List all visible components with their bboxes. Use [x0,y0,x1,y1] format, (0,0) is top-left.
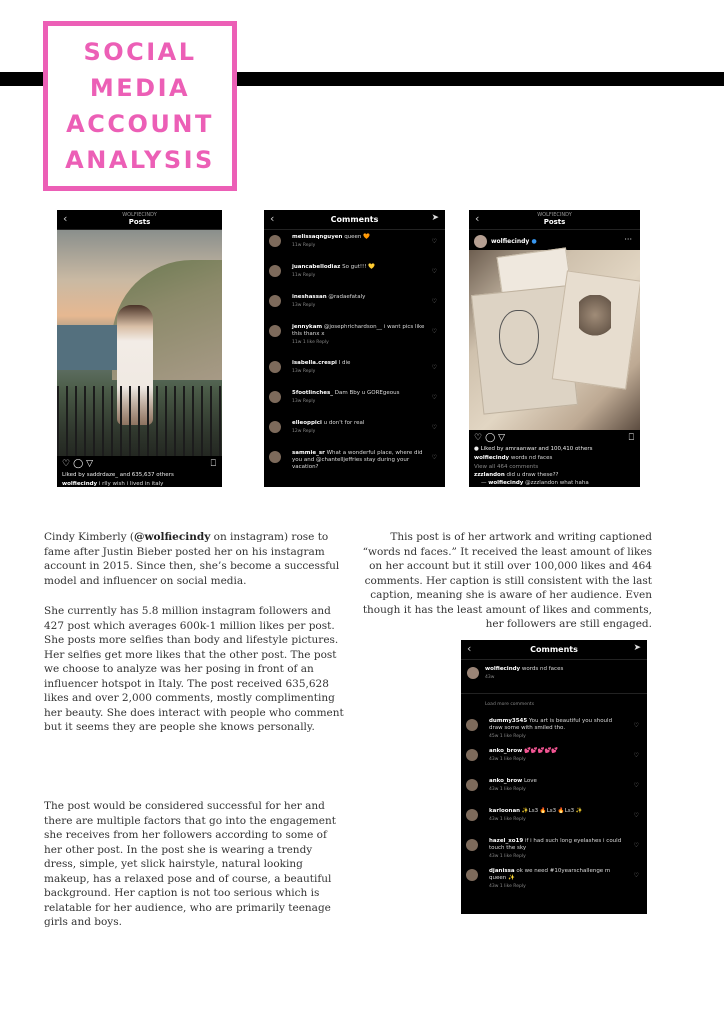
avatar [466,779,478,791]
back-arrow-icon: ‹ [63,212,68,225]
screenshot-italy-post [57,210,222,487]
stats-paragraph: She currently has 5.8 million instagram followers and 427 post which averages 600k-1 million likes per post. She posts more selfies than body and lifestyle pictures. Her selfies get more likes that the other post. The post we choose to analyze was her posing in front of an influencer hotspot in Italy. The post received 635,628 likes and over 2,000 comments, mostly complimenting her beauty. She does interact with people who comment but it seems they are people she knows personally. [44,605,344,733]
post-action-icons: ♡◯▽ [474,433,509,443]
avatar [466,869,478,881]
avatar [269,265,281,277]
heart-icon: ♡ [431,328,437,335]
comment-row: jennykam @josephrichardson__ i want pics like this thanx x 11w 1 like Reply ♡ [264,320,445,356]
verified-icon: ● [531,238,537,245]
comment-row: juancabellodiaz So gut!!! 💛 11w Reply ♡ [264,260,445,290]
header-title: Comments [530,645,578,654]
success-paragraph: The post would be considered successful for her and there are multiple factors that go into the engagement she receives from her followers according to some of her other post. In the post she is wearing a trendy dress, simple, yet slick hairstyle, natural looking makeup, has a relaxed pose and of course, a beautiful background. Her caption is not too serious which is relatable for her audience, who are primarily teenage girls and boys. [44,800,336,928]
comment-row: melissaqnguyen queen 🧡 11w Reply ♡ [264,230,445,260]
header-bar-left [0,72,46,86]
comment-row: elleoppici u don't for real 12w Reply ♡ [264,416,445,446]
heart-icon: ♡ [431,238,437,245]
heart-icon: ♡ [431,424,437,431]
heart-icon: ♡ [633,842,639,849]
heart-icon: ♡ [633,812,639,819]
avatar [269,235,281,247]
view-all-comments: View all 464 comments [474,464,539,470]
header-title: Comments [330,215,379,224]
comment-row: karloonan ✨Ls3 🔥Ls3 🔥Ls3 ✨ 43w 1 like Reply ♡ [461,804,647,834]
italy-balcony-photo [57,230,222,456]
avatar [269,391,281,403]
post-caption: wolfiecindy i rlly wish i lived in italy [62,481,164,487]
comment-row: isabella.crespi I die 13w Reply ♡ [264,356,445,386]
title-line: ACCOUNT [66,110,214,138]
screenshot-artwork-comments [461,640,647,914]
header-username: WOLFIECINDY [537,212,572,218]
likes-count: Liked by saddrdaze_ and 635,637 others [62,472,174,478]
avatar [269,325,281,337]
comment-preview: zzzlandon did u draw these?? [474,472,559,478]
avatar [269,421,281,433]
back-arrow-icon: ‹ [475,212,480,225]
post-action-icons: ♡◯▽ [62,459,97,469]
heart-icon: ♡ [633,752,639,759]
back-arrow-icon: ‹ [270,212,275,225]
title-line: MEDIA [89,74,191,102]
send-icon: ➤ [431,213,439,223]
avatar [466,749,478,761]
avatar [269,295,281,307]
send-icon: ➤ [633,643,641,653]
header-title: Posts [543,218,566,226]
heart-icon: ♡ [431,298,437,305]
avatar [269,361,281,373]
avatar [474,235,487,248]
comment-row: dummy3545 You art is beautiful you should draw some with smiled tho. 45w 1 like Reply ♡ [461,714,647,744]
post-username: wolfiecindy ● [491,238,537,245]
comment-row: sammie_sr What a wonderful place, where did you and @chantelljeffries stay during your vacation? ♡ [264,446,445,476]
avatar [466,839,478,851]
artwork-paragraph: This post is of her artwork and writing captioned “words nd faces.” It received the least amount of likes on her account but it still over 100,000 likes and 464 comments. Her caption is still consistent with the last caption, meaning she is aware of her audience. Even though it has the least amount of likes and comments, her followers are still engaged. [362,531,652,630]
title-box [43,21,237,191]
bookmark-icon: ⎕ [210,459,216,469]
post-header [57,210,222,230]
screenshot-comments [264,210,445,487]
back-arrow-icon: ‹ [467,642,472,655]
intro-paragraph: Cindy Kimberly (@wolfiecindy on instagram) rose to fame after Justin Bieber posted her on his instagram account in 2015. Since then, she’s become a successful model and influencer on social media. [44,531,340,587]
header-title: Posts [128,218,151,226]
comment-row: 5footlinches_ Dam Bby u GOREgeous 13w Reply ♡ [264,386,445,416]
title-line: SOCIAL [83,38,197,66]
heart-icon: ♡ [431,364,437,371]
heart-icon: ♡ [431,268,437,275]
heart-icon: ♡ [431,394,437,401]
artwork-sketches-photo [469,250,640,430]
post-header [469,210,640,230]
post-caption: wolfiecindy words nd faces [474,455,553,461]
bookmark-icon: ⎕ [628,433,634,443]
heart-icon: ♡ [431,454,437,461]
more-options-icon: ··· [624,235,632,244]
comment-row: hazel_xo19 if i had such long eyelashes i could touch the sky 43w 1 like Reply ♡ [461,834,647,864]
header-username: WOLFIECINDY [122,212,157,218]
instagram-handle: @wolfiecindy [133,531,211,543]
comments-header [264,210,445,230]
avatar [466,719,478,731]
comment-row: anko_brow Love 43w 1 like Reply ♡ [461,774,647,804]
load-more-comments: Load more comments [485,702,535,707]
heart-icon: ♡ [633,782,639,789]
screenshot-artwork-post [469,210,640,487]
avatar [269,451,281,463]
avatar [467,667,479,679]
heart-icon: ♡ [633,722,639,729]
avatar [466,809,478,821]
title-line: ANALYSIS [65,146,215,174]
comment-preview: — wolfiecindy @zzzlandon what haha [481,480,589,486]
likes-count: ● Liked by amraanwar and 100,410 others [474,446,593,452]
heart-icon: ♡ [633,872,639,879]
comments-header [461,640,647,660]
comment-row: djanissa ok we need #10yearschallenge m queen ✨ 43w 1 like Reply ♡ [461,864,647,894]
comment-row: ineshassan @radaefataly 13w Reply ♡ [264,290,445,320]
original-post-caption: wolfiecindy words nd faces 43w [461,660,647,694]
header-bar-right [232,72,724,86]
comment-row: anko_brow 💕💕💕💕💕 43w 1 like Reply ♡ [461,744,647,774]
